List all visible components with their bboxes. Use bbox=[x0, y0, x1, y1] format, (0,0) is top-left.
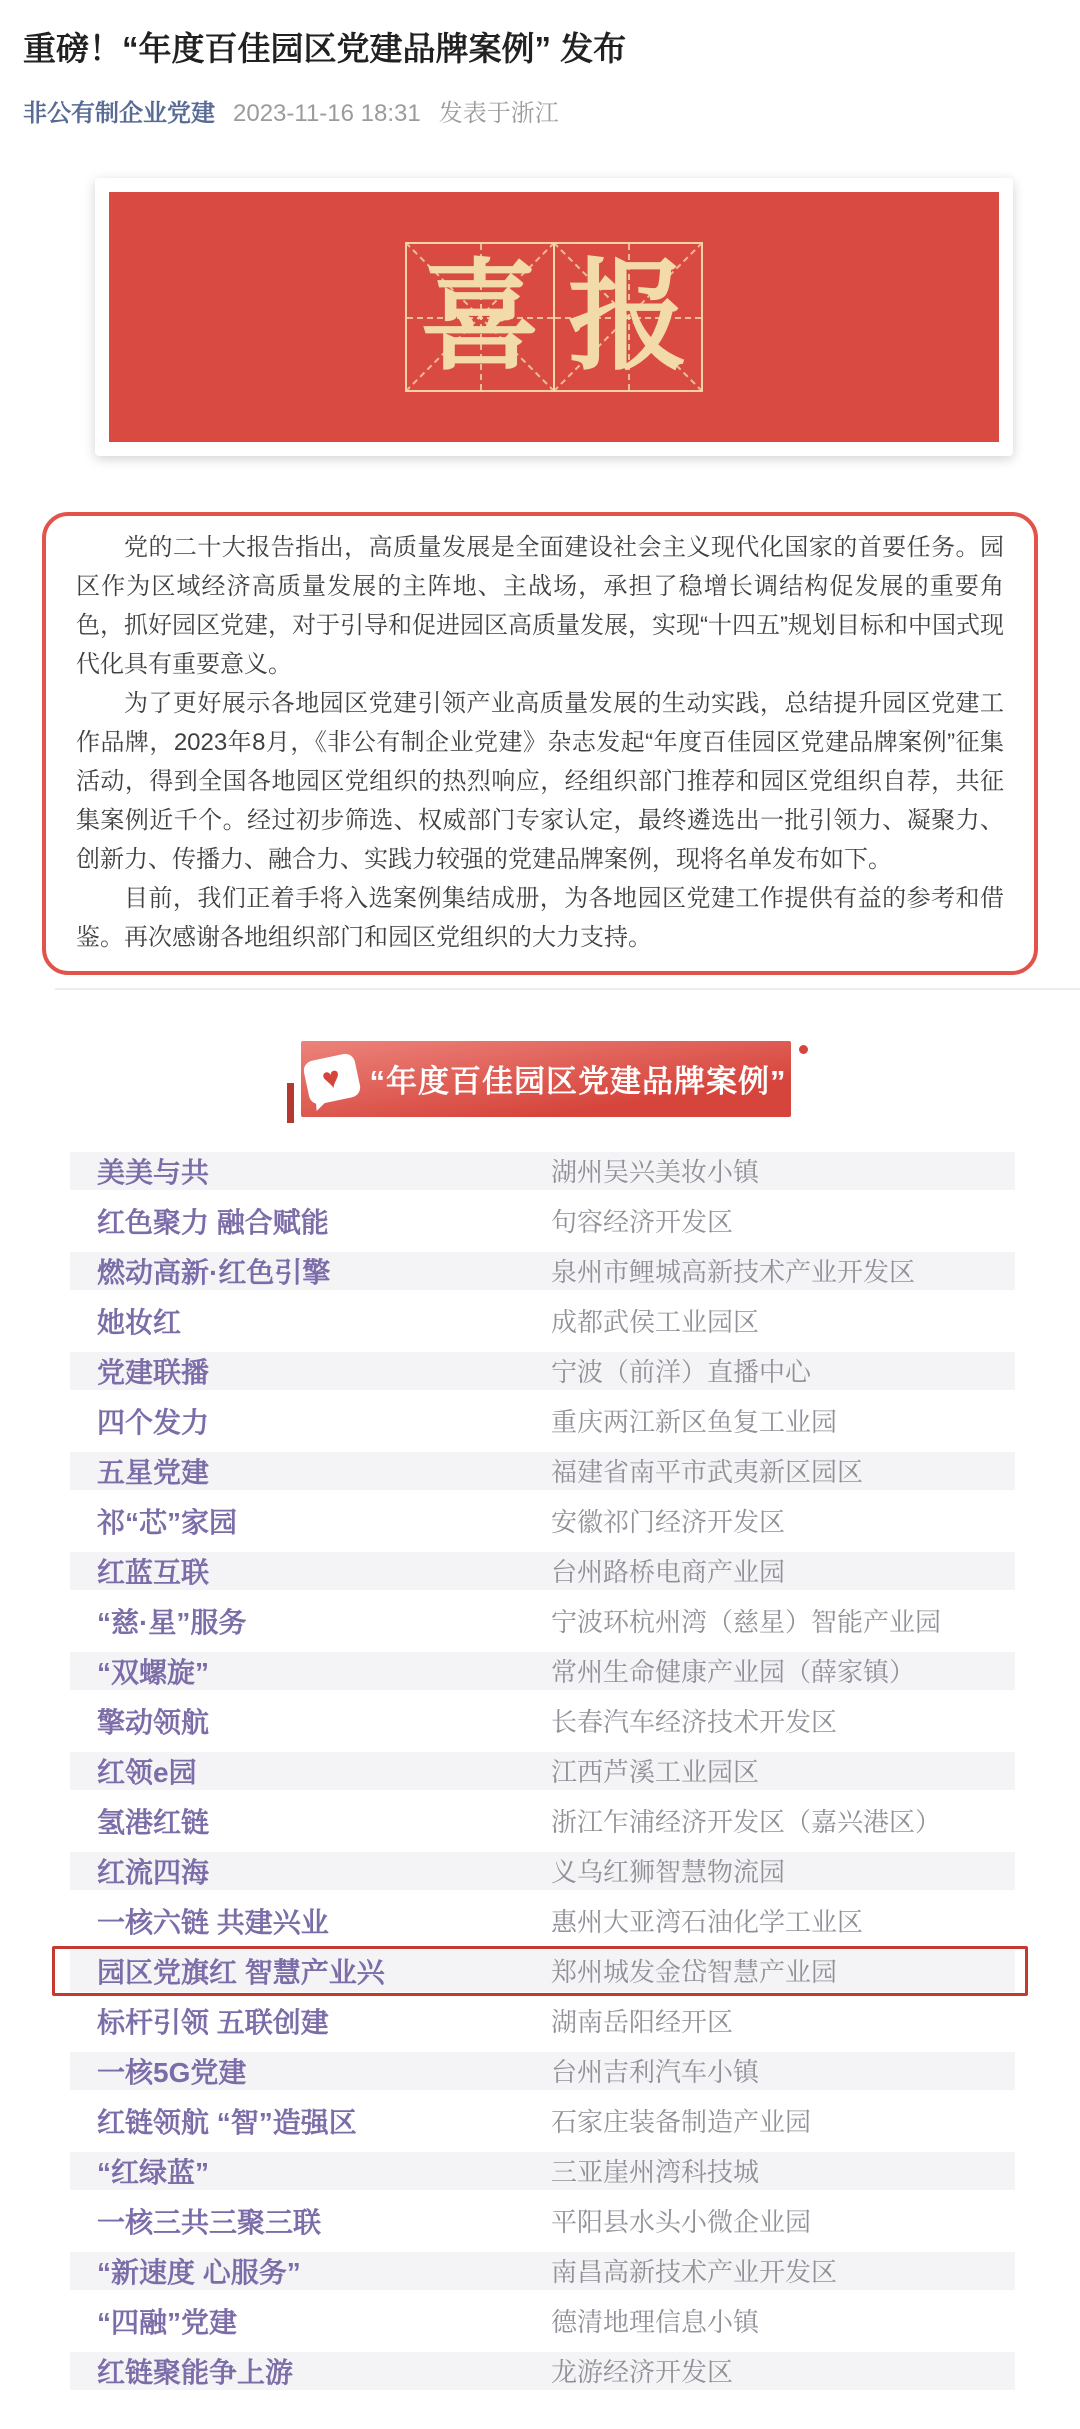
table-row bbox=[70, 1946, 1015, 1996]
table-row bbox=[70, 1896, 1015, 1946]
table-row bbox=[70, 1396, 1015, 1446]
park-name: 惠州大亚湾石油化学工业区 bbox=[551, 1907, 864, 1938]
page-title: 重磅！“年度百佳园区党建品牌案例” 发布 bbox=[23, 30, 627, 67]
grid-cell bbox=[553, 242, 703, 392]
brand-name: 氢港红链 bbox=[97, 1806, 210, 1838]
byline bbox=[0, 71, 1080, 128]
brand-name: 红色聚力 融合赋能 bbox=[97, 1206, 329, 1238]
section-title: “年度百佳园区党建品牌案例” bbox=[369, 1064, 787, 1100]
good-news-banner-image bbox=[95, 178, 1013, 456]
brand-name: 擎动领航 bbox=[97, 1706, 210, 1738]
table-row bbox=[70, 2096, 1015, 2146]
table-row bbox=[70, 1796, 1015, 1846]
table-row bbox=[70, 1646, 1015, 1696]
table-row bbox=[70, 2246, 1015, 2296]
table-row bbox=[70, 1996, 1015, 2046]
table-row bbox=[70, 2046, 1015, 2096]
brand-name: 她妆红 bbox=[97, 1306, 182, 1338]
park-name: 南昌高新技术产业开发区 bbox=[551, 2257, 838, 2288]
section-header-badge bbox=[301, 1041, 791, 1117]
table-row bbox=[70, 1346, 1015, 1396]
park-name: 平阳县水头小微企业园 bbox=[551, 2207, 812, 2238]
park-name: 湖南岳阳经开区 bbox=[551, 2007, 734, 2038]
accent-bar bbox=[287, 1083, 294, 1123]
park-name: 江西芦溪工业园区 bbox=[551, 1757, 760, 1788]
park-name: 福建省南平市武夷新区园区 bbox=[551, 1457, 864, 1488]
brand-name: “双螺旋” bbox=[97, 1656, 210, 1688]
park-name: 三亚崖州湾科技城 bbox=[551, 2157, 760, 2188]
character-practice-grid bbox=[405, 242, 703, 392]
section-header bbox=[287, 1041, 1080, 1117]
brand-name: 红流四海 bbox=[97, 1856, 210, 1888]
table-row bbox=[70, 2196, 1015, 2246]
table-row bbox=[70, 1496, 1015, 1546]
park-name: 义乌红狮智慧物流园 bbox=[551, 1857, 786, 1888]
publish-time: 2023-11-16 18:31 bbox=[233, 99, 421, 127]
park-name: 德清地理信息小镇 bbox=[551, 2307, 760, 2338]
brand-name: 一核六链 共建兴业 bbox=[97, 1906, 329, 1938]
brand-name: 五星党建 bbox=[97, 1456, 210, 1488]
brand-name: 红链领航 “智”造强区 bbox=[97, 2106, 357, 2138]
table-row bbox=[70, 1196, 1015, 1246]
table-row bbox=[70, 1746, 1015, 1796]
banner-character: 报 bbox=[568, 249, 688, 384]
brand-name: 红领e园 bbox=[97, 1756, 197, 1788]
publish-location: 发表于浙江 bbox=[438, 99, 559, 127]
park-name: 重庆两江新区鱼复工业园 bbox=[551, 1407, 838, 1438]
park-name: 龙游经济开发区 bbox=[551, 2357, 734, 2388]
park-name: 台州路桥电商产业园 bbox=[551, 1557, 786, 1588]
grid-cell bbox=[405, 242, 555, 392]
brand-name: 美美与共 bbox=[97, 1156, 210, 1188]
brand-name: 祁“芯”家园 bbox=[97, 1506, 238, 1538]
brand-name: 园区党旗红 智慧产业兴 bbox=[97, 1956, 385, 1988]
brand-name: 红链聚能争上游 bbox=[97, 2356, 294, 2388]
park-name: 湖州吴兴美妆小镇 bbox=[551, 1157, 760, 1188]
brand-name: 燃动高新·红色引擎 bbox=[97, 1256, 331, 1288]
section-divider bbox=[55, 988, 1080, 990]
brand-name: “慈·星”服务 bbox=[97, 1606, 247, 1638]
table-row bbox=[70, 1146, 1015, 1196]
brand-name: 四个发力 bbox=[97, 1406, 210, 1438]
decorative-dot bbox=[799, 1045, 808, 1054]
heart-bubble-icon: ♥ bbox=[301, 1052, 361, 1106]
park-name: 长春汽车经济技术开发区 bbox=[551, 1707, 838, 1738]
park-name: 浙江乍浦经济开发区（嘉兴港区） bbox=[551, 1807, 942, 1838]
park-name: 常州生命健康产业园（薛家镇） bbox=[551, 1657, 916, 1688]
park-name: 石家庄装备制造产业园 bbox=[551, 2107, 812, 2138]
table-row bbox=[70, 1546, 1015, 1596]
brand-name: “红绿蓝” bbox=[97, 2156, 210, 2188]
park-name: 郑州城发金岱智慧产业园 bbox=[551, 1957, 838, 1988]
table-row bbox=[70, 2146, 1015, 2196]
table-row bbox=[70, 1446, 1015, 1496]
banner-character: 喜 bbox=[420, 249, 540, 384]
table-row bbox=[70, 1696, 1015, 1746]
banner-red-background bbox=[109, 192, 999, 442]
brand-name: “新速度 心服务” bbox=[97, 2256, 301, 2288]
park-name: 泉州市鲤城高新技术产业开发区 bbox=[551, 1257, 916, 1288]
intro-paragraph: 为了更好展示各地园区党建引领产业高质量发展的生动实践，总结提升园区党建工作品牌，2023年8月，《非公有制企业党建》杂志发起“年度百佳园区党建品牌案例”征集活动，得到全国各地园区党组织的热烈响应，经组织部门推荐和园区党组织自荐，共征集案例近千个。经过初步筛选、权威部门专家认定，最终遴选出一批引领力、凝聚力、创新力、传播力、融合力、实践力较强的党建品牌案例，现将名单发布如下。 bbox=[76, 689, 1004, 873]
table-row bbox=[70, 2346, 1015, 2396]
brand-name: 红蓝互联 bbox=[97, 1556, 210, 1588]
intro-text-box bbox=[42, 512, 1038, 975]
park-name: 成都武侯工业园区 bbox=[551, 1307, 760, 1338]
park-name: 宁波（前洋）直播中心 bbox=[551, 1357, 812, 1388]
park-name: 安徽祁门经济开发区 bbox=[551, 1507, 786, 1538]
park-name: 句容经济开发区 bbox=[551, 1207, 734, 1238]
table-row bbox=[70, 2296, 1015, 2346]
table-row bbox=[70, 1846, 1015, 1896]
table-row bbox=[70, 1296, 1015, 1346]
intro-paragraph: 党的二十大报告指出，高质量发展是全面建设社会主义现代化国家的首要任务。园区作为区域经济高质量发展的主阵地、主战场，承担了稳增长调结构促发展的重要角色，抓好园区党建，对于引导和促进园区高质量发展，实现“十四五”规划目标和中国式现代化具有重要意义。 bbox=[76, 533, 1004, 678]
award-list-table bbox=[70, 1146, 1015, 2396]
table-row bbox=[70, 1246, 1015, 1296]
account-name-link[interactable]: 非公有制企业党建 bbox=[23, 99, 215, 127]
table-row bbox=[70, 1596, 1015, 1646]
park-name: 宁波环杭州湾（慈星）智能产业园 bbox=[551, 1607, 942, 1638]
brand-name: 党建联播 bbox=[97, 1356, 210, 1388]
park-name: 台州吉利汽车小镇 bbox=[551, 2057, 760, 2088]
brand-name: “四融”党建 bbox=[97, 2306, 238, 2338]
intro-paragraph: 目前，我们正着手将入选案例集结成册，为各地园区党建工作提供有益的参考和借鉴。再次感谢各地组织部门和园区党组织的大力支持。 bbox=[76, 884, 1004, 951]
brand-name: 一核5G党建 bbox=[97, 2056, 247, 2088]
brand-name: 一核三共三聚三联 bbox=[97, 2206, 322, 2238]
brand-name: 标杆引领 五联创建 bbox=[97, 2006, 329, 2038]
